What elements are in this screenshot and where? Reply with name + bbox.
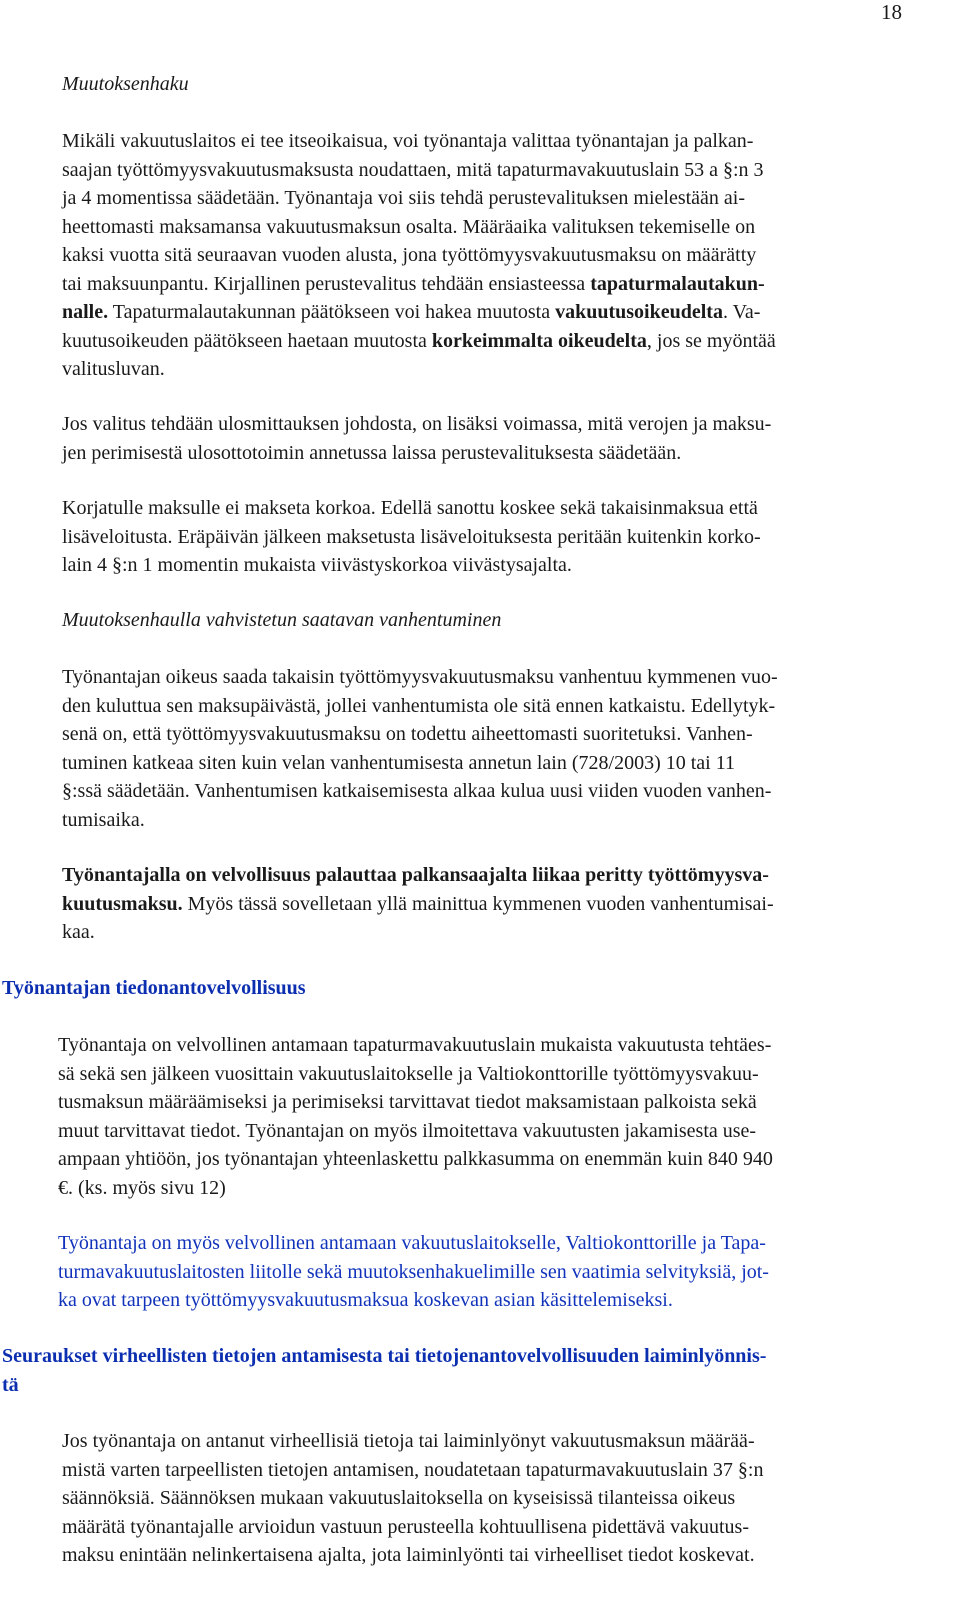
text-line: Työnantaja on velvollinen antamaan tapaturmavakuutuslain mukaista vakuutusta tehtäes- (58, 1034, 772, 1056)
text-line: Jos valitus tehdään ulosmittauksen johdosta, on lisäksi voimassa, mitä verojen ja maksu- (62, 413, 772, 435)
heading-tiedonantovelvollisuus: Työnantajan tiedonantovelvollisuus (2, 977, 306, 999)
text-fragment: kuutusoikeuden päätökseen haetaan muutosta (62, 329, 432, 352)
paragraph-muutoksenhaku-1 (62, 127, 932, 384)
paragraph-muutoksenhaku-3 (62, 494, 932, 580)
text-line: ka ovat tarpeen työttömyysvakuutusmaksua koskevan asian käsittelemiseksi. (58, 1289, 673, 1311)
text-line: turmavakuutuslaitosten liitolle sekä muutoksenhakuelimille sen vaatimia selvityksiä, jot- (58, 1260, 769, 1283)
text-line: Korjatulle maksulle ei makseta korkoa. Edellä sanottu koskee sekä takaisinmaksua että (62, 497, 758, 519)
text-line: ja 4 momentissa säädetään. Työnantaja voi siis tehdä perustevalituksen mielestään ai- (62, 187, 746, 209)
heading-line: Seuraukset virheellisten tietojen antamisesta tai tietojenantovelvollisuuden laiminlyönnis- (2, 1345, 767, 1367)
text-line: Jos työnantaja on antanut virheellisiä tietoja tai laiminlyönyt vakuutusmaksun määrää- (62, 1430, 755, 1452)
bold-text-line: Työnantajalla on velvollisuus palauttaa palkansaajalta liikaa peritty työttömyysva- (62, 864, 769, 886)
paragraph-seuraukset-1 (62, 1427, 932, 1570)
text-line: lain 4 §:n 1 momentin mukaista viivästyskorkoa viivästysajalta. (62, 554, 572, 576)
text-line: Työnantajan oikeus saada takaisin työttömyysvakuutusmaksu vanhentuu kymmenen vuo- (62, 666, 778, 688)
text-line: saajan työttömyysvakuutusmaksusta noudattaen, mitä tapaturmavakuutuslain 53 a §:n 3 (62, 158, 764, 181)
text-line: heettomasti maksamansa vakuutusmaksun osalta. Määräaika valituksen tekemiselle on (62, 215, 756, 238)
text-line: €. (ks. myös sivu 12) (58, 1176, 226, 1199)
paragraph-tiedonanto-2 (58, 1229, 928, 1315)
bold-term: korkeimmalta oikeudelta (431, 329, 647, 352)
text-line: sä sekä sen jälkeen vuosittain vakuutuslaitokselle ja Valtiokonttorille työttömyysvakuu- (58, 1062, 759, 1085)
paragraph-muutoksenhaku-2 (62, 410, 932, 467)
text-line: valitusluvan. (62, 358, 165, 380)
text-line: tuminen katkeaa siten kuin velan vanhentumisesta annetun lain (728/2003) 10 tai 11 (62, 751, 735, 774)
text-line: tumisaika. (62, 808, 145, 831)
text-line: määrätä työnantajalle arvioidun vastuun perusteella kohtuullisena pidettävä vakuutus- (62, 1515, 750, 1538)
text-line: Työnantaja on myös velvollinen antamaan vakuutuslaitokselle, Valtiokonttorille ja Tapa- (58, 1232, 766, 1254)
paragraph-vanhentuminen-1 (62, 663, 932, 834)
text-line: muut tarvittavat tiedot. Työnantajan on myös ilmoitettava vakuutusten jakamisesta use- (58, 1119, 757, 1142)
section-title-muutoksenhaku: Muutoksenhaku (62, 73, 189, 95)
text-line: jen perimisestä ulosottotoimin annetussa laissa perustevalituksesta säädetään. (62, 441, 682, 464)
text-line: mistä varten tarpeellisten tietojen antamisen, noudatetaan tapaturmavakuutuslain 37 §:n (62, 1458, 764, 1481)
text-fragment: . Va- (722, 301, 761, 323)
bold-term: vakuutusoikeudelta (555, 301, 723, 323)
text-line: ampaan yhtiöön, jos työnantajan yhteenlaskettu palkkasumma on enemmän kuin 840 940 (58, 1148, 773, 1170)
text-line: kaksi vuotta sitä seuraavan vuoden alusta, jona työttömyysvakuutusmaksu on määrätty (62, 244, 757, 266)
text-fragment: , jos se myöntää (646, 329, 776, 352)
text-line: lisäveloitusta. Eräpäivän jälkeen maksetusta lisäveloituksesta peritään kuitenkin korko- (62, 525, 761, 548)
text-line: Mikäli vakuutuslaitos ei tee itseoikaisua, voi työnantaja valittaa työnantajan ja palkan- (62, 130, 754, 152)
text-line: kaa. (62, 921, 95, 943)
text-line: säännöksiä. Säännöksen mukaan vakuutuslaitoksella on kyseisissä tilanteissa oikeus (62, 1487, 736, 1509)
text-line: den kuluttua sen maksupäivästä, jollei vanhentumista ole sitä ennen katkaistu. Edellytyk- (62, 694, 776, 717)
text-line: §:ssä säädetään. Vanhentumisen katkaisemisesta alkaa kulua uusi viiden vuoden vanhen- (62, 780, 772, 802)
text-line: maksu enintään nelinkertaisena ajalta, jota laiminlyönti tai virheelliset tiedot koskevat. (62, 1544, 755, 1566)
bold-term: tapaturmalautakun- (590, 272, 765, 295)
text-fragment: Tapaturmalautakunnan päätökseen voi hakea muutosta (108, 301, 556, 323)
section-title-vanhentuminen: Muutoksenhaulla vahvistetun saatavan vanhentuminen (62, 609, 502, 631)
page-number: 18 (881, 0, 902, 24)
text-line: senä on, että työttömyysvakuutusmaksu on todettu aiheettomasti suoritetuksi. Vanhen- (62, 723, 753, 745)
text-line: tusmaksun määräämiseksi ja perimiseksi tarvittavat tiedot maksamistaan palkoista sekä (58, 1091, 757, 1113)
paragraph-vanhentuminen-2 (62, 861, 932, 947)
bold-term: nalle. (62, 301, 109, 323)
bold-term: kuutusmaksu. (62, 892, 183, 915)
text-fragment: Myös tässä sovelletaan yllä mainittua kymmenen vuoden vanhentumisai- (182, 892, 774, 915)
text-line: tai maksuunpantu. Kirjallinen perustevalitus tehdään ensiasteessa (62, 272, 591, 295)
heading-seuraukset (2, 1342, 942, 1399)
paragraph-tiedonanto-1 (58, 1031, 928, 1202)
heading-line: tä (2, 1373, 19, 1396)
